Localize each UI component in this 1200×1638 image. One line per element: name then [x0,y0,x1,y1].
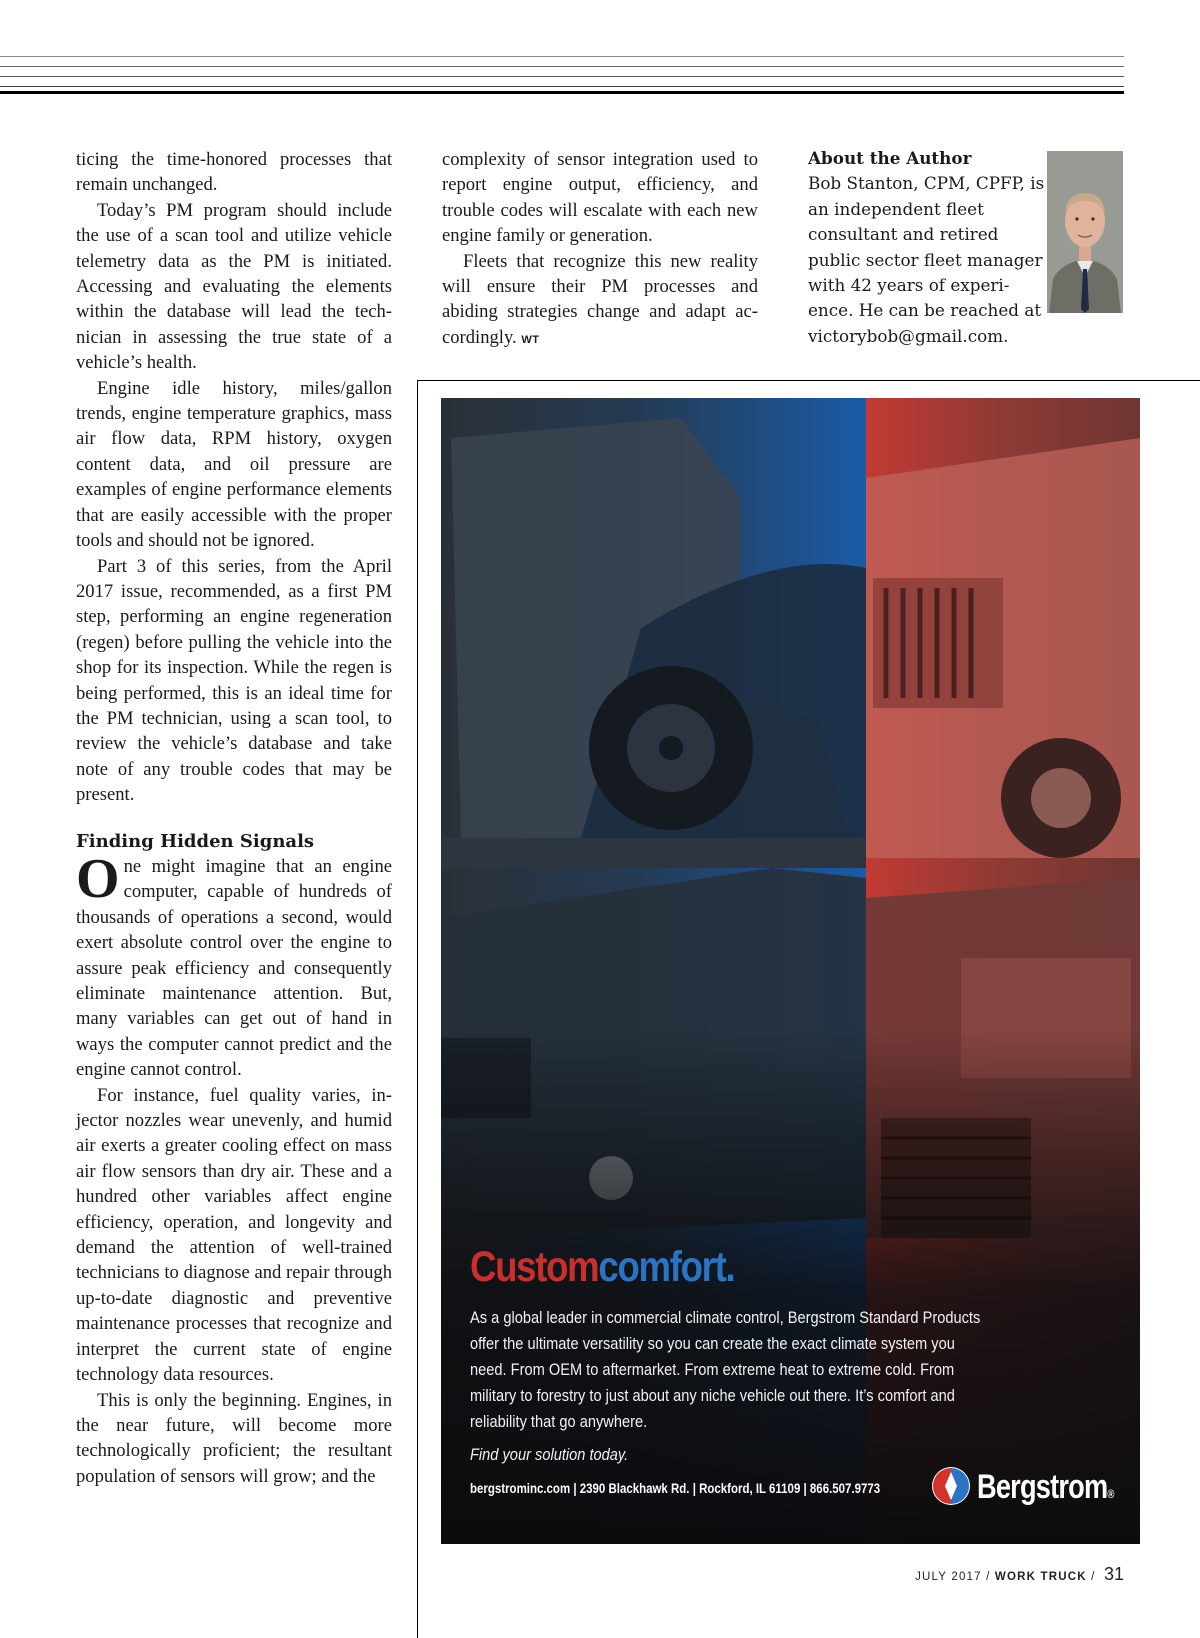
subheading: Finding Hidden Signals [76,830,315,852]
paragraph: Engine idle history, miles/gallon trends, engine temperature graphics, mass air flow data, RPM history, oxygen content data, and oil pressure are examples of engine performance elements that are easily accessible with the proper tools and should not be ignored. [76,377,392,552]
paragraph: Today’s PM program should include the use of a scan tool and utilize vehicle telemetry data as the PM is initiated. Accessing and evaluating the elements within the database will lead the technician in assessing the true state of a vehicle’s health. [76,199,392,374]
bergstrom-globe-icon [931,1466,971,1506]
bergstrom-advertisement[interactable] [441,398,1140,1544]
ad-contact-line[interactable]: bergstrominc.com | 2390 Blackhawk Rd. | Rockford, IL 61109 | 866.507.9773 [470,1480,881,1496]
paragraph: Part 3 of this series, from the April 2017 issue, recommended, as a first PM step, performing an engine regeneration (regen) before pulling the vehicle into the shop for its inspection. While the regen is being performed, this is an ideal time for the PM technician, using a scan tool, to review the vehicle’s database and take note of any trouble codes that may be present. [76,555,392,806]
author-bio: Bob Stanton, CPM, CPFP, is an independent fleet consultant and retired public sector fleet manager with 42 years of experience. He can be reached at victorybob@gmail.com. [808,173,1045,346]
paragraph-text: Fleets that recognize this new reality will ensure their PM processes and abiding strategies change and adapt accordingly. [442,250,758,348]
about-author-box [808,146,1048,349]
header-rule [0,86,1124,87]
author-heading: About the Author [808,148,972,168]
paragraph: ticing the time-honored processes that remain unchanged. [76,149,392,196]
paragraph: This is only the beginning. Engines, in the near future, will become more technologically proficient; the resultant population of sensors will grow; and the [76,1389,392,1487]
ad-frame-rule [417,380,418,1638]
header-rule [0,66,1124,67]
ad-frame-rule [417,380,1200,381]
ad-call-to-action: Find your solution today. [470,1445,629,1464]
author-photo [1047,151,1123,313]
header-rule-thick [0,91,1124,94]
bergstrom-logo[interactable] [931,1464,1131,1510]
issue-date: JULY 2017 [915,1571,982,1583]
drop-cap: O [76,847,120,910]
page-footer: JULY 2017 / WORK TRUCK / 31 [915,1564,1124,1584]
header-rule [0,56,1124,57]
paragraph-with-dropcap [76,847,392,1083]
ad-headline-custom: Custom [470,1243,599,1291]
bergstrom-wordmark: Bergstrom® [977,1468,1114,1506]
article-column-2 [442,147,758,353]
paragraph: For instance, fuel quality varies, injector nozzles wear unevenly, and humid air exerts a greater cooling effect on mass air flow sensors than dry air. These and a hundred other variables affect engine efficiency, operation, and longevity and demand the attention of well-trained technicians to diagnose and repair through up-to-date diagnostic and preventive maintenance processes that recognize and interpret the current state of engine technology data resources. [76,1084,392,1386]
ad-headline [470,1243,734,1292]
paragraph: complexity of sensor integration used to report engine output, efficiency, and trouble codes will escalate with each new engine family or generation. [442,149,758,247]
header-rule [0,76,1124,77]
ad-headline-comfort: comfort. [598,1243,735,1291]
page-number: 31 [1103,1564,1124,1584]
ad-body-text: As a global leader in commercial climate control, Bergstrom Standard Products offer the ultimate versatility so you can create the exact climate system you need. From OEM to aftermarket. From extreme heat to extreme cold. From military to forestry to just about any niche vehicle out there. It’s comfort and reliability that go anywhere. [470,1308,981,1431]
paragraph-text: ne might imagine that an engine computer, capable of hundreds of thousands of operations a second, would exert absolute control over the engine to assure peak efficiency and consequently eliminate maintenance attention. But, many variables can get out of hand in ways the computer cannot predict and the engine cannot control. [76,855,392,1081]
article-column-1 [76,147,392,1489]
publication-name: WORK TRUCK [994,1571,1087,1583]
end-mark: WT [521,333,540,346]
paragraph [442,249,758,354]
